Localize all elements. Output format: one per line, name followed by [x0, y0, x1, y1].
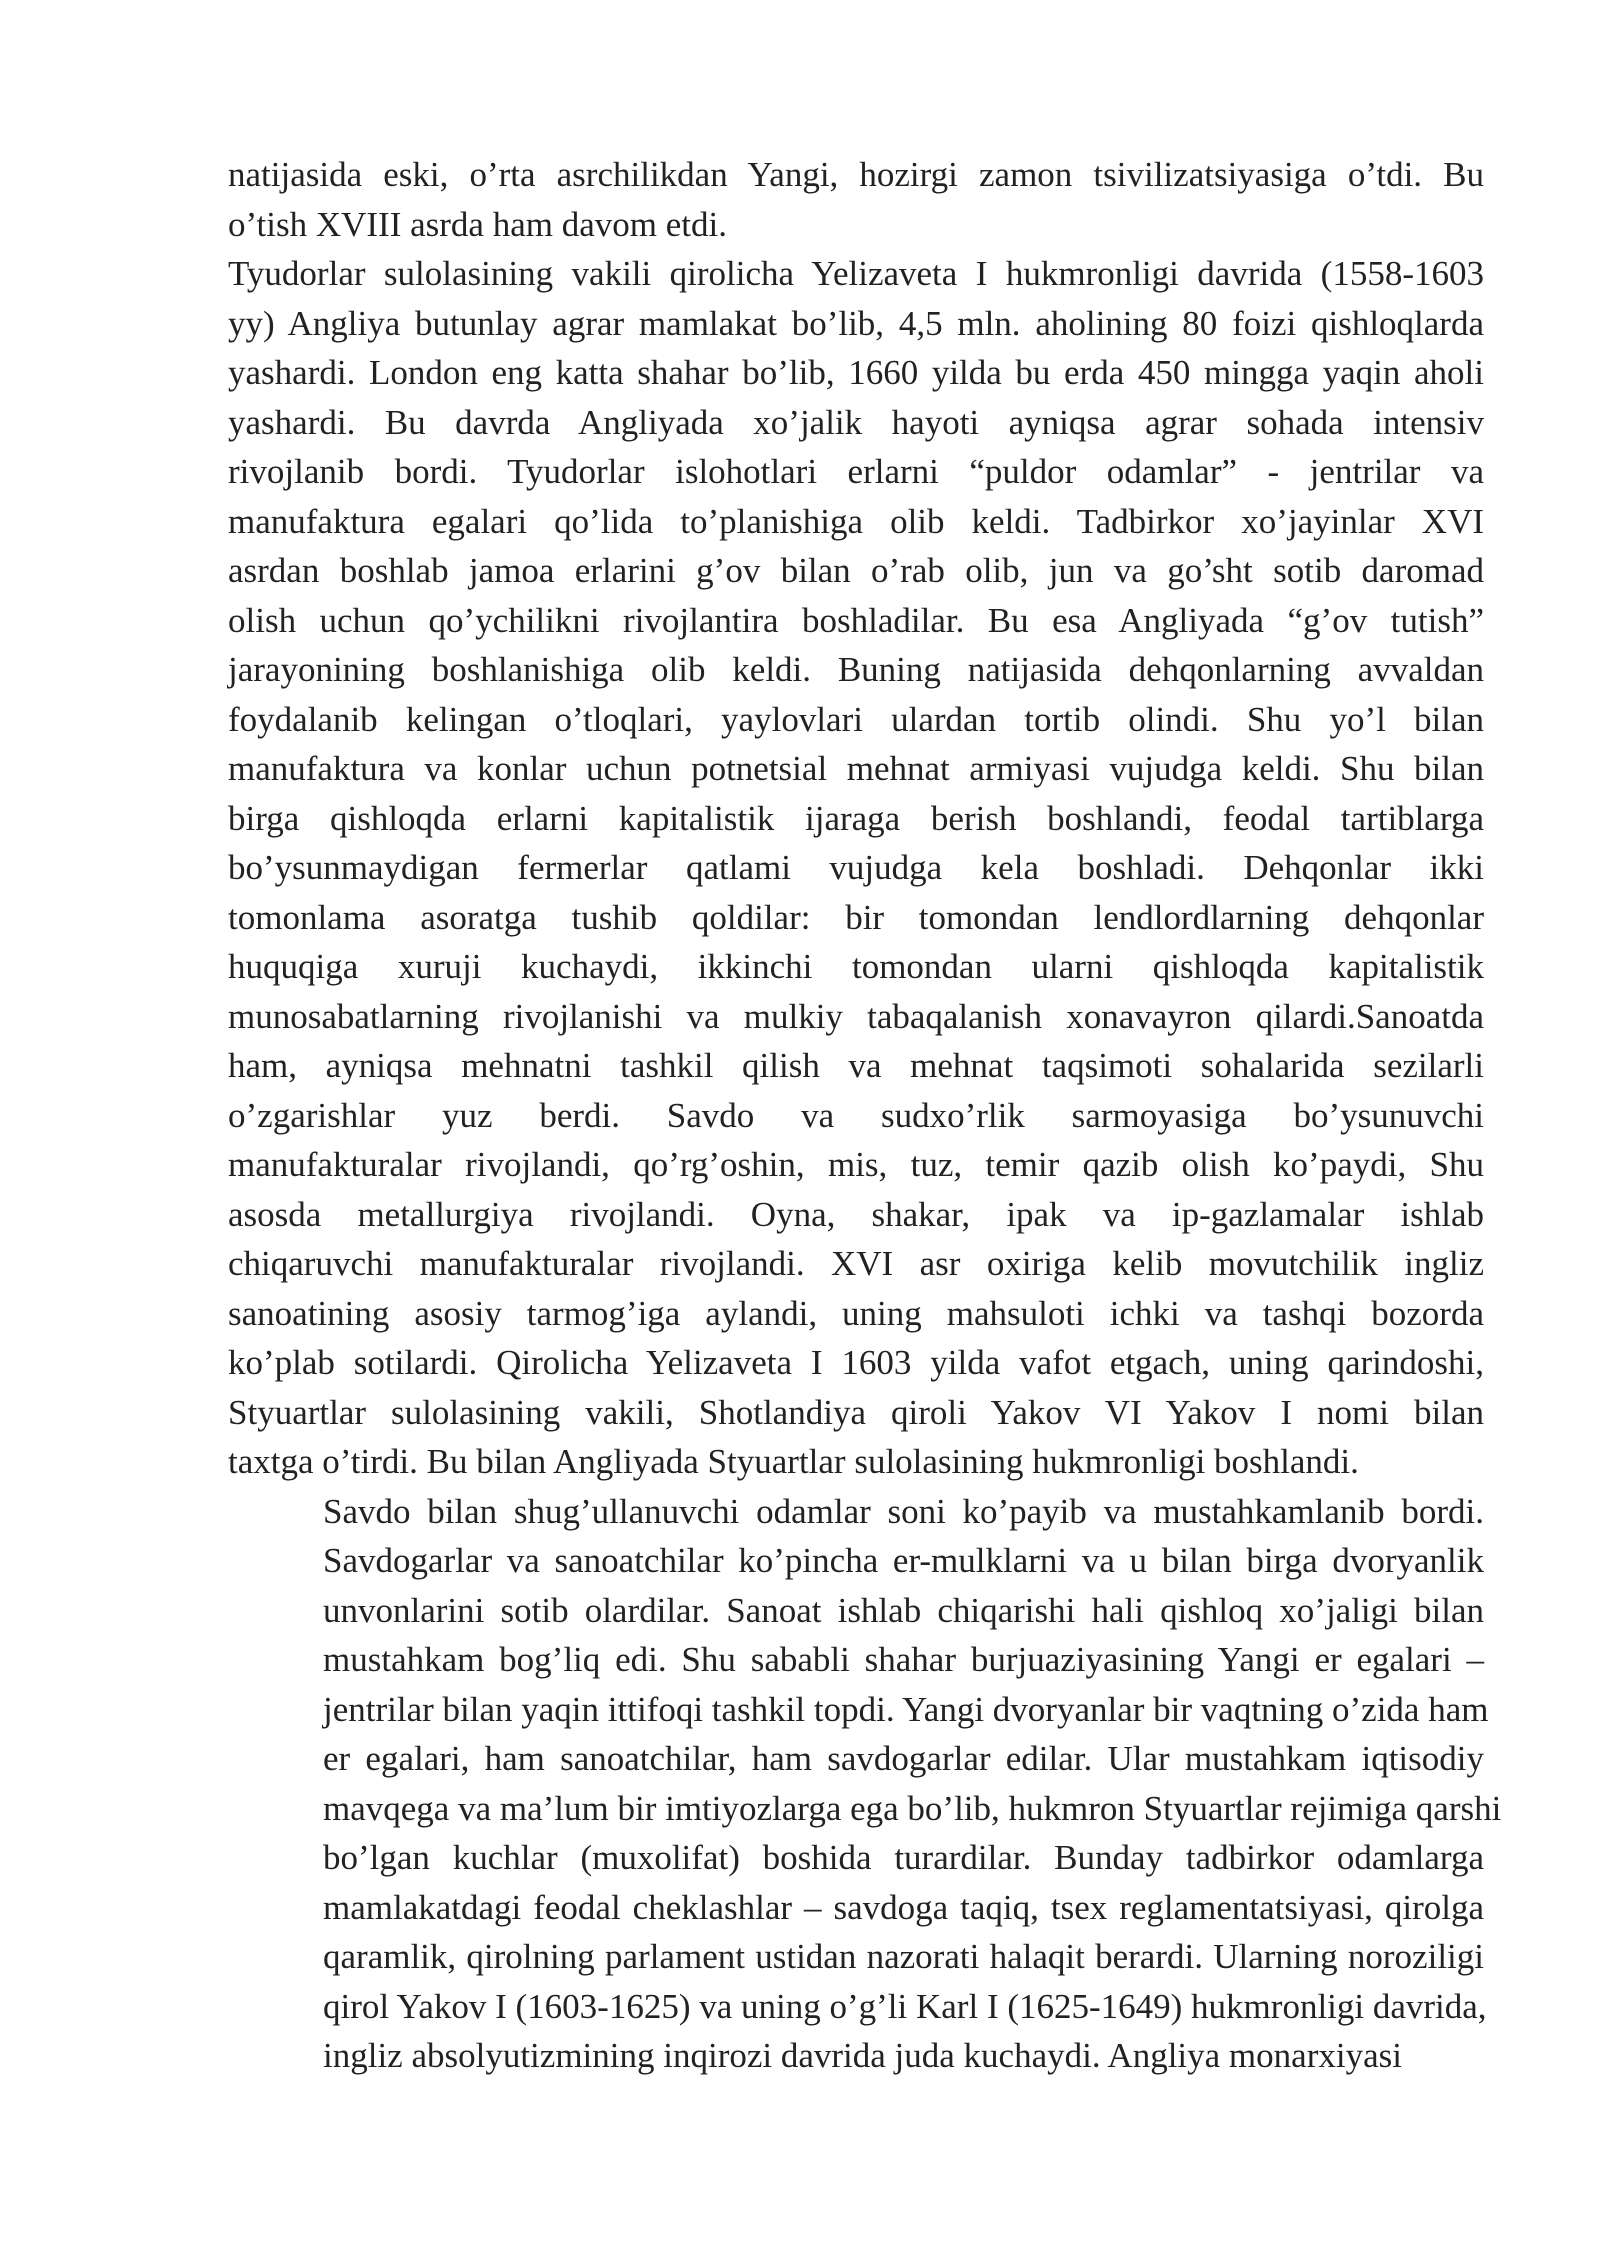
text-line: ingliz absolyutizmining inqirozi davrida juda kuchaydi. Angliya monarxiyasi	[323, 2036, 1402, 2075]
text-line: Tyudorlar sulolasining vakili qirolicha Yelizaveta I hukmronligi davrida (1558-1603	[228, 254, 1484, 293]
text-line: sanoatining asosiy tarmog’iga aylandi, uning mahsuloti ichki va tashqi bozorda	[228, 1293, 1484, 1333]
document-page	[228, 150, 1502, 2081]
text-line: asosda metallurgiya rivojlandi. Oyna, shakar, ipak va ip-gazlamalar ishlab	[228, 1194, 1484, 1234]
text-line: manufaktura egalari qo’lida to’planishiga olib keldi. Tadbirkor xo’jayinlar XVI	[228, 501, 1484, 541]
paragraph	[228, 1487, 1502, 2081]
text-line: o’zgarishlar yuz berdi. Savdo va sudxo’rlik sarmoyasiga bo’ysunuvchi	[228, 1095, 1484, 1135]
text-line: mustahkam bog’liq edi. Shu sababli shahar burjuaziyasining Yangi er egalari –	[323, 1640, 1484, 1679]
text-line: unvonlarini sotib olardilar. Sanoat ishlab chiqarishi hali qishloq xo’jaligi bilan	[323, 1590, 1484, 1630]
text-line: Styuartlar sulolasining vakili, Shotlandiya qiroli Yakov VI Yakov I nomi bilan	[228, 1392, 1484, 1432]
text-line: mavqega va ma’lum bir imtiyozlarga ega bo’lib, hukmron Styuartlar rejimiga qarshi	[323, 1788, 1502, 1828]
text-line: foydalanib kelingan o’tloqlari, yaylovlari ulardan tortib olindi. Shu yo’l bilan	[228, 699, 1484, 739]
text-line: tomonlama asoratga tushib qoldilar: bir tomondan lendlordlarning dehqonlar	[228, 897, 1484, 937]
text-line: mamlakatdagi feodal cheklashlar – savdoga taqiq, tsex reglamentatsiyasi, qirolga	[323, 1887, 1484, 1927]
text-line: chiqaruvchi manufakturalar rivojlandi. XVI asr oxiriga kelib movutchilik ingliz	[228, 1244, 1484, 1283]
text-line: olish uchun qo’ychilikni rivojlantira boshladilar. Bu esa Angliyada “g’ov tutish”	[228, 600, 1484, 640]
text-line: bo’lgan kuchlar (muxolifat) boshida turardilar. Bunday tadbirkor odamlarga	[323, 1838, 1484, 1877]
text-line: o’tish XVIII asrda ham davom etdi.	[228, 204, 727, 244]
paragraph	[228, 249, 1484, 1487]
text-line: munosabatlarning rivojlanishi va mulkiy tabaqalanish xonavayron qilardi.Sanoatda	[228, 996, 1484, 1036]
text-line: huquqiga xuruji kuchaydi, ikkinchi tomondan ularni qishloqda kapitalistik	[228, 947, 1484, 986]
text-line: manufaktura va konlar uchun potnetsial mehnat armiyasi vujudga keldi. Shu bilan	[228, 749, 1484, 788]
text-line: birga qishloqda erlarni kapitalistik ijaraga berish boshlandi, feodal tartiblarga	[228, 798, 1484, 838]
text-line: taxtga o’tirdi. Bu bilan Angliyada Styuartlar sulolasining hukmronligi boshlandi.	[228, 1442, 1359, 1481]
text-line: Savdo bilan shug’ullanuvchi odamlar soni ko’payib va mustahkamlanib bordi.	[323, 1491, 1484, 1531]
text-line: ko’plab sotilardi. Qirolicha Yelizaveta I 1603 yilda vafot etgach, uning qarindoshi,	[228, 1343, 1484, 1382]
text-line: rivojlanib bordi. Tyudorlar islohotlari erlarni “puldor odamlar” - jentrilar va	[228, 452, 1484, 491]
text-line: bo’ysunmaydigan fermerlar qatlami vujudga kela boshladi. Dehqonlar ikki	[228, 848, 1484, 887]
paragraph	[228, 150, 1484, 249]
text-line: yy) Angliya butunlay agrar mamlakat bo’lib, 4,5 mln. aholining 80 foizi qishloqlarda	[228, 303, 1484, 343]
text-line: asrdan boshlab jamoa erlarini g’ov bilan o’rab olib, jun va go’sht sotib daromad	[228, 551, 1484, 590]
text-line: jarayonining boshlanishiga olib keldi. Buning natijasida dehqonlarning avvaldan	[228, 650, 1484, 689]
text-line: Savdogarlar va sanoatchilar ko’pincha er-mulklarni va u bilan birga dvoryanlik	[323, 1541, 1484, 1580]
text-line: qirol Yakov I (1603-1625) va uning o’g’li Karl I (1625-1649) hukmronligi davrida,	[323, 1986, 1487, 2026]
text-line: ham, ayniqsa mehnatni tashkil qilish va mehnat taqsimoti sohalarida sezilarli	[228, 1046, 1484, 1085]
text-line: manufakturalar rivojlandi, qo’rg’oshin, mis, tuz, temir qazib olish ko’paydi, Shu	[228, 1145, 1484, 1184]
text-line: qaramlik, qirolning parlament ustidan nazorati halaqit berardi. Ularning noroziligi	[323, 1937, 1484, 1976]
text-line: jentrilar bilan yaqin ittifoqi tashkil topdi. Yangi dvoryanlar bir vaqtning o’zida ham	[323, 1689, 1489, 1729]
text-line: yashardi. Bu davrda Angliyada xo’jalik hayoti ayniqsa agrar sohada intensiv	[228, 402, 1484, 442]
text-line: er egalari, ham sanoatchilar, ham savdogarlar edilar. Ular mustahkam iqtisodiy	[323, 1739, 1484, 1778]
text-line: natijasida eski, o’rta asrchilikdan Yangi, hozirgi zamon tsivilizatsiyasiga o’tdi. Bu	[228, 155, 1484, 194]
text-line: yashardi. London eng katta shahar bo’lib, 1660 yilda bu erda 450 mingga yaqin aholi	[228, 353, 1484, 392]
